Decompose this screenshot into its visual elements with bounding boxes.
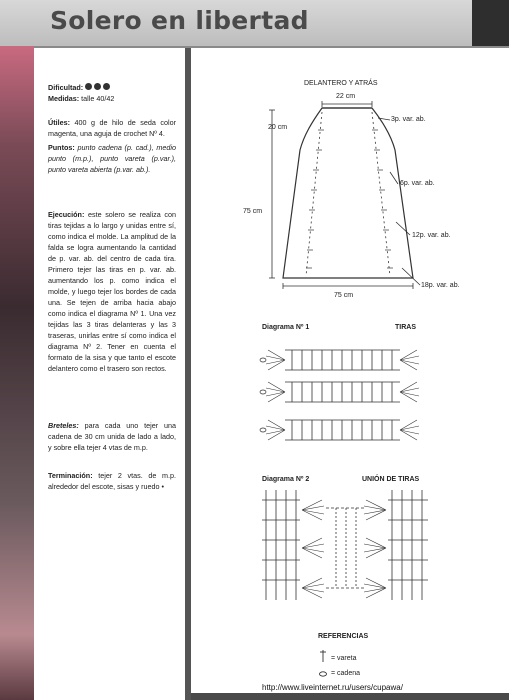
reference-vareta: = vareta	[331, 655, 357, 662]
diagram2-label: UNIÓN DE TIRAS	[362, 476, 420, 483]
dificultad-label: Dificultad:	[48, 83, 84, 92]
diagram1-title: Diagrama Nº 1	[262, 324, 310, 331]
ejecucion-label: Ejecución:	[48, 210, 85, 219]
puntos-label: Puntos:	[48, 143, 75, 152]
pattern-title: DELANTERO Y ATRÁS	[304, 80, 378, 87]
utiles-text: 400 g de hilo de seda color magenta, una aguja de crochet Nº 4.	[48, 118, 176, 138]
diagram2-title: Diagrama Nº 2	[262, 476, 310, 483]
breteles-text: para cada uno tejer una cadena de 30 cm unida de lado a lado, y sobre ella tejer 4 vtas de m.p.	[48, 421, 176, 452]
cadena-symbol	[320, 672, 327, 676]
note-12p: 12p. var. ab.	[412, 232, 451, 239]
pattern-width-bottom: 75 cm	[334, 292, 354, 299]
medidas-value: talle 40/42	[81, 94, 115, 103]
terminacion-label: Terminación:	[48, 471, 93, 480]
pattern-width-top: 22 cm	[336, 93, 356, 100]
medidas-label: Medidas:	[48, 94, 80, 103]
utiles-label: Útiles:	[48, 118, 70, 127]
page-title: Solero en libertad	[50, 6, 309, 35]
ejecucion-text: este solero se realiza con tiras tejidas a lo largo y unidas entre sí, como indica el molde. La amplitud de la falda se logra aumentando la cantidad de p. var. ab. del centro de cada tira. Primero tejer las tiras en p. var. ab. aumentando los p. como indica el molde, y luego tejer los bordes de cada una. Se tejen de arriba hacia abajo como indica el diagrama Nº 1. Una vez tejidas las 3 tiras delanteras y las 3 traseras, unirlas entre sí como indica el diagrama Nº 2. Tener en cuenta el formato de la sisa y que tanto el escote delantero como el trasero son rectos.	[48, 210, 176, 373]
pattern-height-top: 20 cm	[268, 124, 288, 131]
note-6p: 6p. var. ab.	[400, 180, 435, 187]
note-3p: 3p. var. ab.	[391, 116, 426, 123]
diagram1-label: TIRAS	[395, 324, 416, 331]
terminacion-text: tejer 2 vtas. de m.p. alrededor del escote, sisas y ruedo •	[48, 471, 176, 491]
references-title: REFERENCIAS	[318, 633, 369, 640]
pattern-height-total: 75 cm	[243, 208, 263, 215]
reference-cadena: = cadena	[331, 670, 360, 677]
note-18p: 18p. var. ab.	[421, 282, 460, 289]
breteles-label: Breteles:	[48, 421, 79, 430]
watermark-url: http://www.liveinternet.ru/users/cupawa/	[262, 683, 403, 692]
puntos-text: punto cadena (p. cad.), medio punto (m.p.), punto vareta (p.var.), punto vareta abierta (p.var. ab.).	[48, 143, 176, 174]
